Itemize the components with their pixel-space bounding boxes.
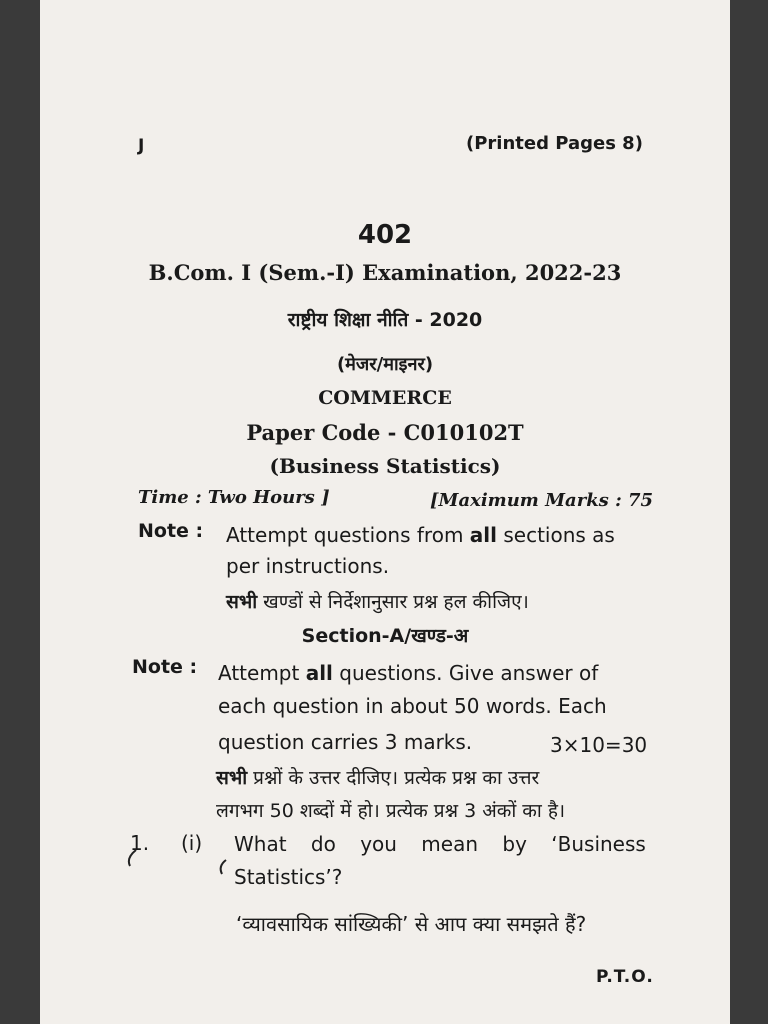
section-a-note-line1-end: questions. Give answer of: [332, 661, 599, 685]
section-a-note-line1: [218, 656, 598, 691]
section-a-note-line1-start: Attempt: [218, 661, 306, 685]
section-a-hindi-line1-rest: प्रश्नों के उत्तर दीजिए। प्रत्येक प्रश्न का उत्तर: [247, 767, 540, 789]
question-part: (i): [181, 831, 203, 855]
section-a-hindi-line1: [216, 764, 539, 790]
general-note-emphasis: all: [469, 523, 497, 547]
question-text-line2: Statistics’?: [234, 865, 343, 889]
exam-title: B.Com. I (Sem.-I) Examination, 2022-23: [148, 260, 622, 285]
set-code: J: [138, 136, 145, 156]
section-a-note-emphasis: all: [305, 661, 333, 685]
printed-pages: (Printed Pages 8): [466, 133, 643, 154]
general-note-hindi-emphasis: सभी: [226, 591, 258, 613]
paper-name: (Business Statistics): [269, 454, 501, 478]
time-allowed: Time : Two Hours ]: [138, 487, 330, 508]
pto-label: P.T.O.: [596, 967, 654, 987]
paper-number: 402: [357, 220, 413, 250]
section-a-hindi-emphasis: सभी: [216, 767, 248, 789]
question-text-hindi: ‘व्यावसायिक सांख्यिकी’ से आप क्या समझते हैं?: [236, 912, 587, 936]
section-a-marks-formula: 3×10=30: [550, 733, 648, 757]
section-a-note-line3: question carries 3 marks.: [218, 730, 473, 754]
general-note-label: Note :: [138, 520, 204, 542]
general-note-line2: per instructions.: [226, 554, 390, 578]
general-note-hindi: [226, 588, 529, 614]
general-note-line1-start: Attempt questions from: [226, 523, 470, 547]
general-note-line1-end: sections as: [497, 523, 615, 547]
policy-hindi: राष्ट्रीय शिक्षा नीति - 2020: [287, 309, 483, 331]
subject: COMMERCE: [318, 387, 452, 409]
stream-hindi: (मेजर/माइनर): [336, 354, 434, 375]
question-number: 1.: [130, 831, 150, 855]
pen-tick-marks: [122, 846, 252, 876]
paper-code: Paper Code - C010102T: [246, 420, 524, 445]
maximum-marks: [Maximum Marks : 75: [430, 490, 654, 511]
section-a-heading: Section-A/खण्ड-अ: [301, 625, 469, 647]
general-note-line1: [226, 518, 615, 553]
exam-paper-page: [40, 0, 730, 1024]
section-a-note-line2: each question in about 50 words. Each: [218, 694, 607, 718]
general-note-hindi-rest: खण्डों से निर्देशानुसार प्रश्न हल कीजिए।: [257, 591, 529, 613]
section-a-hindi-line2: लगभग 50 शब्दों में हो। प्रत्येक प्रश्न 3 अंकों का है।: [216, 800, 566, 822]
section-a-note-label: Note :: [132, 656, 198, 678]
question-text-line1: What do you mean by ‘Business: [234, 832, 646, 856]
